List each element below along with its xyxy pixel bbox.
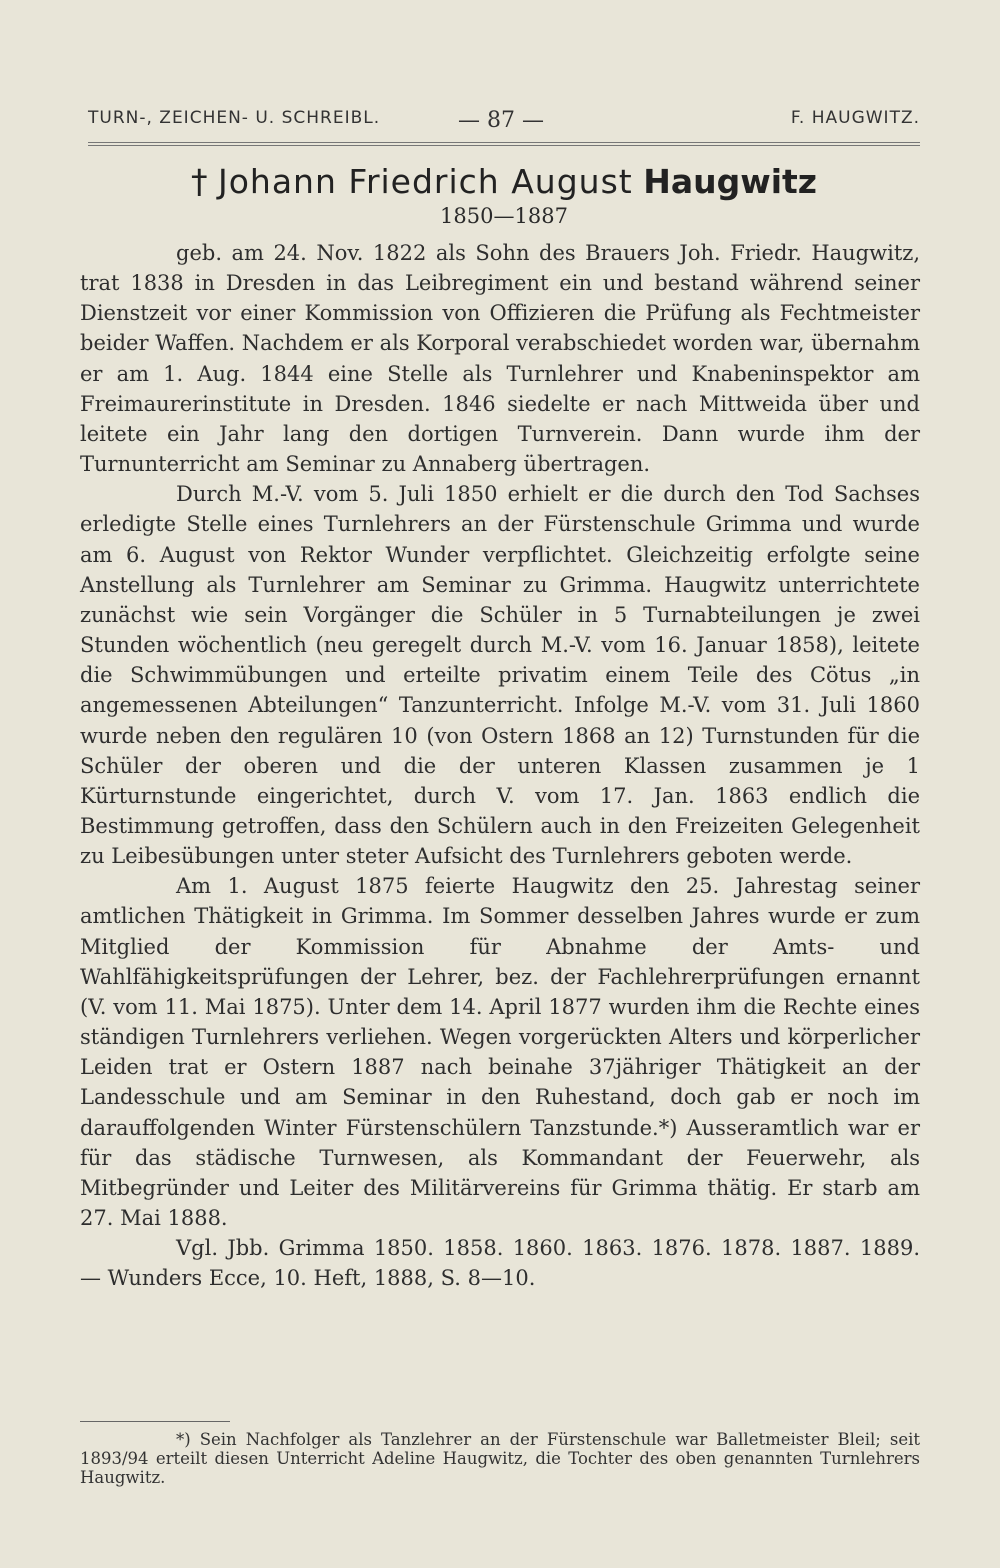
header-rule-top — [88, 142, 920, 143]
surname: Haugwitz — [643, 162, 817, 201]
tenure-dates: 1850—1887 — [440, 204, 568, 228]
biography-text — [80, 238, 920, 1293]
header-rule-bottom — [88, 145, 920, 146]
paragraph-references: Vgl. Jbb. Grimma 1850. 1858. 1860. 1863. 1876. 1878. 1887. 1889. — Wunders Ecce, 10. Heft, 1888, S. 8—10. — [80, 1236, 920, 1291]
footnote-rule — [80, 1421, 230, 1422]
footnote-text: *) Sein Nachfolger als Tanzlehrer an der Fürstenschule war Balletmeister Bleil; seit 1893/94 erteilt diesen Unterricht Adeline Haugwitz, die Tochter des oben genannten Turnlehrers Haugwitz. — [80, 1430, 920, 1487]
paragraph-early-life: geb. am 24. Nov. 1822 als Sohn des Brauers Joh. Friedr. Haugwitz, trat 1838 in Dresden in das Leibregiment ein und bestand während seiner Dienstzeit vor einer Kommission von Offizieren die Prüfung als Fechtmeister beider Waffen. Nachdem er als Korporal verabschiedet worden war, übernahm er am 1. Aug. 1844 eine Stelle als Turnlehrer und Knabeninspektor am Freimaurerinstitute in Dresden. 1846 siedelte er nach Mittweida über und leitete ein Jahr lang den dortigen Turnverein. Dann wurde ihm der Turnunterricht am Seminar zu Annaberg übertragen. — [80, 241, 920, 477]
page-number: — 87 — — [458, 108, 544, 133]
paragraph-later-career: Am 1. August 1875 feierte Haugwitz den 25. Jahrestag seiner amtlichen Thätigkeit in Grimma. Im Sommer desselben Jahres wurde er zum Mitglied der Kommission für Abnahme der Amts- und Wahlfähigkeitsprüfungen der Lehrer, bez. der Fachlehrerprüfungen ernannt (V. vom 11. Mai 1875). Unter dem 14. April 1877 wurden ihm die Rechte eines ständigen Turnlehrers verliehen. Wegen vorgerückten Alters und körperlicher Leiden trat er Ostern 1887 nach beinahe 37jähriger Thätigkeit an der Landesschule und am Seminar in den Ruhestand, doch gab er noch im darauffolgenden Winter Fürstenschülern Tanzstunde.*) Ausseramtlich war er für das städische Turnwesen, als Kommandant der Feuerwehr, als Mitbegründer und Leiter des Militärvereins für Grimma thätig. Er starb am 27. Mai 1888. — [80, 874, 920, 1230]
running-header — [88, 108, 920, 138]
header-section-title: TURN-, ZEICHEN- U. SCHREIBL. — [88, 108, 381, 128]
paragraph-grimma-appointment: Durch M.-V. vom 5. Juli 1850 erhielt er die durch den Tod Sachses erledigte Stelle eines Turnlehrers an der Fürstenschule Grimma und wurde am 6. August von Rektor Wunder verpflichtet. Gleichzeitig erfolgte seine Anstellung als Turnlehrer am Seminar zu Grimma. Haugwitz unterrichtete zunächst wie sein Vorgänger die Schüler in 5 Turnabteilungen je zwei Stunden wöchentlich (neu geregelt durch M.-V. vom 16. Januar 1858), leitete die Schwimmübungen und erteilte privatim einem Teile des Cötus „in angemessenen Abteilungen“ Tanzunterricht. Infolge M.-V. vom 31. Juli 1860 wurde neben den regulären 10 (von Ostern 1868 an 12) Turnstunden für die Schüler der oberen und die der unteren Klassen zusammen je 1 Kürturnstunde eingerichtet, durch V. vom 17. Jan. 1863 endlich die Bestimmung getroffen, dass den Schülern auch in den Freizeiten Gelegenheit zu Leibesübungen unter steter Aufsicht des Turnlehrers geboten werde. — [80, 482, 920, 869]
header-author-name: F. HAUGWITZ. — [790, 108, 920, 128]
given-names: Johann Friedrich August — [217, 162, 633, 201]
footnote — [80, 1430, 920, 1487]
cross-symbol: † — [190, 162, 208, 201]
entry-title — [88, 162, 920, 201]
